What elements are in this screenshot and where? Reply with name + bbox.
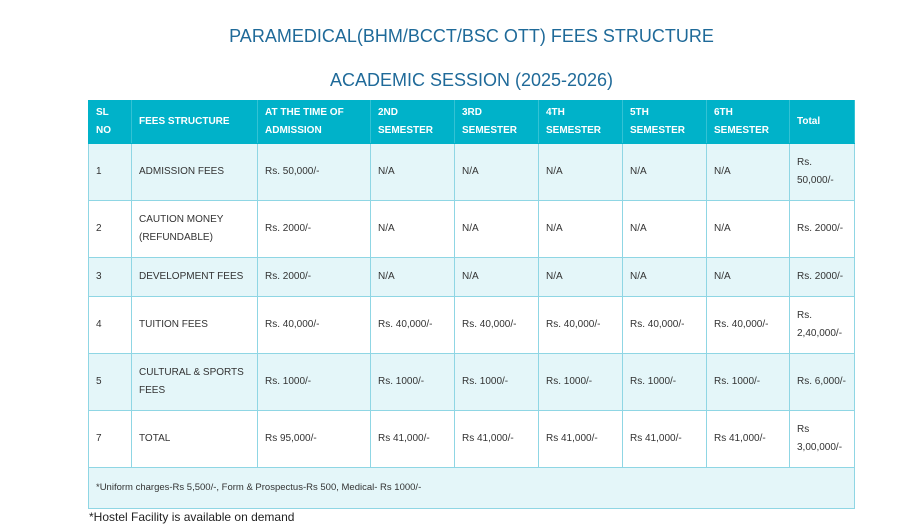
cell-4th-semester: N/A xyxy=(539,258,623,297)
cell-5th-semester: Rs 41,000/- xyxy=(623,411,707,468)
column-header-3rd-semester: 3RD SEMESTER xyxy=(455,101,539,144)
cell-total: Rs. 50,000/- xyxy=(790,144,855,201)
column-header-4th-semester: 4TH SEMESTER xyxy=(539,101,623,144)
cell-fee-name: TOTAL xyxy=(132,411,258,468)
cell-6th-semester: Rs 41,000/- xyxy=(707,411,790,468)
cell-fee-name: ADMISSION FEES xyxy=(132,144,258,201)
table-row-total xyxy=(89,411,855,468)
cell-5th-semester: N/A xyxy=(623,258,707,297)
cell-total: Rs. 6,000/- xyxy=(790,354,855,411)
cell-3rd-semester: Rs. 40,000/- xyxy=(455,297,539,354)
cell-6th-semester: N/A xyxy=(707,258,790,297)
column-header-5th-semester: 5TH SEMESTER xyxy=(623,101,707,144)
cell-2nd-semester: Rs 41,000/- xyxy=(371,411,455,468)
cell-2nd-semester: Rs. 40,000/- xyxy=(371,297,455,354)
cell-2nd-semester: N/A xyxy=(371,201,455,258)
cell-5th-semester: N/A xyxy=(623,144,707,201)
cell-5th-semester: Rs. 40,000/- xyxy=(623,297,707,354)
cell-4th-semester: Rs. 40,000/- xyxy=(539,297,623,354)
cell-fee-name: CULTURAL & SPORTS FEES xyxy=(132,354,258,411)
table-row xyxy=(89,144,855,201)
column-header-6th-semester: 6TH SEMESTER xyxy=(707,101,790,144)
cell-2nd-semester: N/A xyxy=(371,258,455,297)
cell-sl-no: 2 xyxy=(89,201,132,258)
cell-4th-semester: Rs 41,000/- xyxy=(539,411,623,468)
cell-sl-no: 3 xyxy=(89,258,132,297)
cell-4th-semester: N/A xyxy=(539,144,623,201)
table-note-row xyxy=(89,468,855,509)
cell-3rd-semester: N/A xyxy=(455,201,539,258)
cell-4th-semester: Rs. 1000/- xyxy=(539,354,623,411)
cell-3rd-semester: Rs 41,000/- xyxy=(455,411,539,468)
column-header-admission: AT THE TIME OF ADMISSION xyxy=(258,101,371,144)
cell-fee-name: TUITION FEES xyxy=(132,297,258,354)
cell-6th-semester: N/A xyxy=(707,144,790,201)
cell-admission: Rs 95,000/- xyxy=(258,411,371,468)
cell-total: Rs. 2,40,000/- xyxy=(790,297,855,354)
cell-4th-semester: N/A xyxy=(539,201,623,258)
cell-total: Rs 3,00,000/- xyxy=(790,411,855,468)
cell-6th-semester: Rs. 40,000/- xyxy=(707,297,790,354)
cell-6th-semester: Rs. 1000/- xyxy=(707,354,790,411)
cell-fee-name: DEVELOPMENT FEES xyxy=(132,258,258,297)
cell-3rd-semester: Rs. 1000/- xyxy=(455,354,539,411)
cell-3rd-semester: N/A xyxy=(455,144,539,201)
cell-sl-no: 1 xyxy=(89,144,132,201)
page-title: PARAMEDICAL(BHM/BCCT/BSC OTT) FEES STRUCTURE xyxy=(229,26,714,46)
table-row xyxy=(89,297,855,354)
table-row xyxy=(89,354,855,411)
column-header-sl-no: SL NO xyxy=(89,101,132,144)
cell-2nd-semester: N/A xyxy=(371,144,455,201)
cell-admission: Rs. 1000/- xyxy=(258,354,371,411)
column-header-2nd-semester: 2ND SEMESTER xyxy=(371,101,455,144)
cell-sl-no: 5 xyxy=(89,354,132,411)
cell-admission: Rs. 2000/- xyxy=(258,258,371,297)
cell-6th-semester: N/A xyxy=(707,201,790,258)
extra-charges-note: *Uniform charges-Rs 5,500/-, Form & Prospectus-Rs 500, Medical- Rs 1000/- xyxy=(89,468,855,509)
cell-sl-no: 4 xyxy=(89,297,132,354)
table-row xyxy=(89,201,855,258)
cell-admission: Rs. 40,000/- xyxy=(258,297,371,354)
table-header-row xyxy=(89,101,855,144)
table-row xyxy=(89,258,855,297)
cell-fee-name: CAUTION MONEY (REFUNDABLE) xyxy=(132,201,258,258)
cell-3rd-semester: N/A xyxy=(455,258,539,297)
cell-5th-semester: N/A xyxy=(623,201,707,258)
cell-total: Rs. 2000/- xyxy=(790,258,855,297)
cell-total: Rs. 2000/- xyxy=(790,201,855,258)
cell-2nd-semester: Rs. 1000/- xyxy=(371,354,455,411)
cell-admission: Rs. 50,000/- xyxy=(258,144,371,201)
fees-structure-table xyxy=(88,100,855,509)
cell-5th-semester: Rs. 1000/- xyxy=(623,354,707,411)
cell-admission: Rs. 2000/- xyxy=(258,201,371,258)
session-subtitle: ACADEMIC SESSION (2025-2026) xyxy=(329,70,614,90)
column-header-total: Total xyxy=(790,101,855,144)
column-header-fees-structure: FEES STRUCTURE xyxy=(132,101,258,144)
hostel-note: *Hostel Facility is available on demand xyxy=(89,510,295,524)
cell-sl-no: 7 xyxy=(89,411,132,468)
